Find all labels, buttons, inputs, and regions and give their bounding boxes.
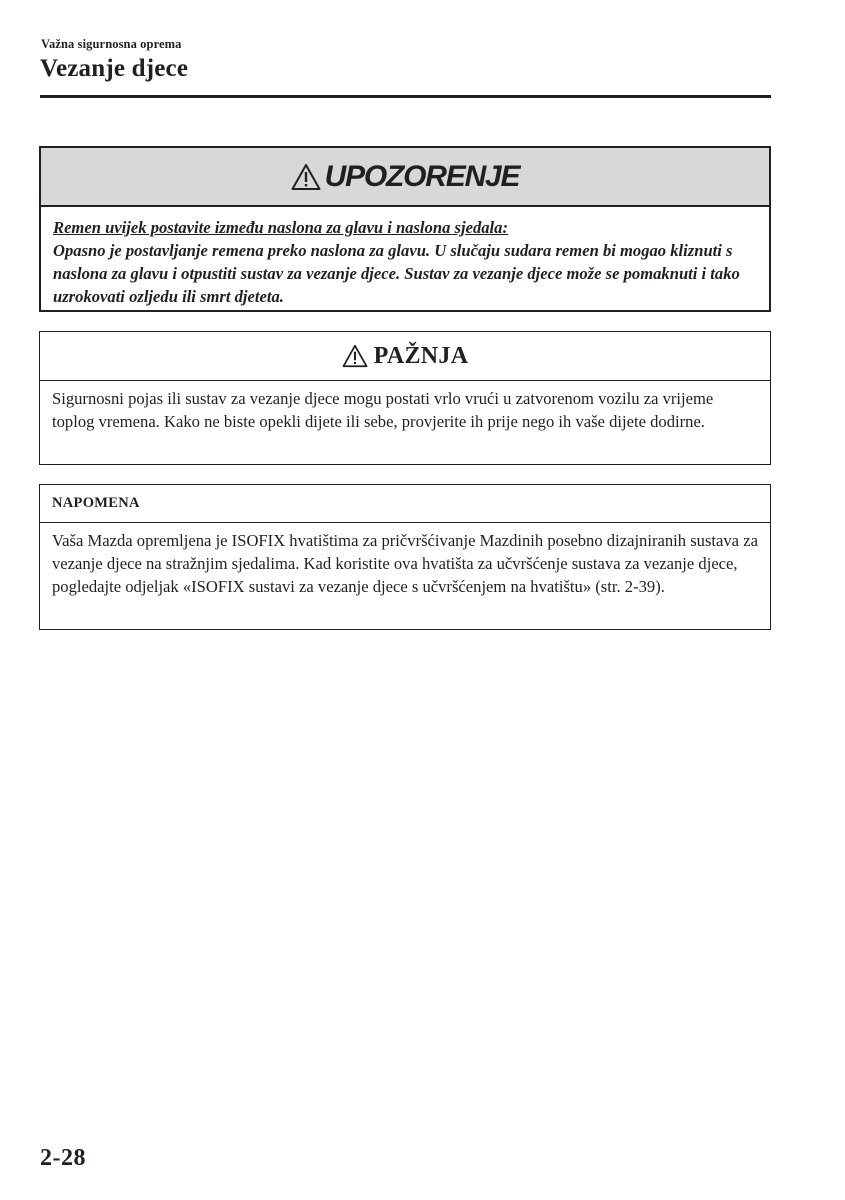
note-box bbox=[39, 484, 771, 630]
note-title: NAPOMENA bbox=[52, 495, 140, 511]
warning-triangle-icon bbox=[342, 344, 368, 368]
caution-text: Sigurnosni pojas ili sustav za vezanje djece mogu postati vrlo vrući u zatvorenom vozilu za vrijeme toplog vremena. Kako ne biste opekli dijete ili sebe, provjerite ih prije nego ih vaše dijete dodirne. bbox=[52, 389, 714, 431]
warning-header bbox=[41, 148, 769, 207]
section-label: Važna sigurnosna oprema bbox=[41, 37, 182, 51]
warning-body bbox=[41, 207, 769, 308]
caution-header bbox=[40, 332, 770, 381]
warning-text: Opasno je postavljanje remena preko naslona za glavu. U slučaju sudara remen bi mogao kliznuti s naslona za glavu i otpustiti sustav za vezanje djece. Sustav za vezanje djece može se pomaknuti i tako uzrokovati ozljedu ili smrt djeteta. bbox=[53, 241, 740, 306]
warning-title: UPOZORENJE bbox=[324, 159, 520, 193]
title-divider bbox=[40, 95, 771, 98]
caution-title: PAŽNJA bbox=[373, 342, 469, 369]
note-header bbox=[40, 485, 770, 523]
page-title: Vezanje djece bbox=[40, 55, 189, 82]
note-text: Vaša Mazda opremljena je ISOFIX hvatištima za pričvršćivanje Mazdinih posebno dizajniranih sustava za vezanje djece na stražnjim sjedalima. Kad koristite ova hvatišta za učvršćenje sustava za vezanje djece, pogledajte odjeljak «ISOFIX sustavi za vezanje djece s učvršćenjem na hvatištu» (str. 2-39). bbox=[52, 531, 758, 596]
warning-heading: Remen uvijek postavite između naslona za glavu i naslona sjedala: bbox=[53, 218, 508, 237]
warning-triangle-icon bbox=[291, 163, 321, 191]
caution-box bbox=[39, 331, 771, 465]
warning-box bbox=[39, 146, 771, 312]
page-number: 2-28 bbox=[40, 1145, 86, 1171]
